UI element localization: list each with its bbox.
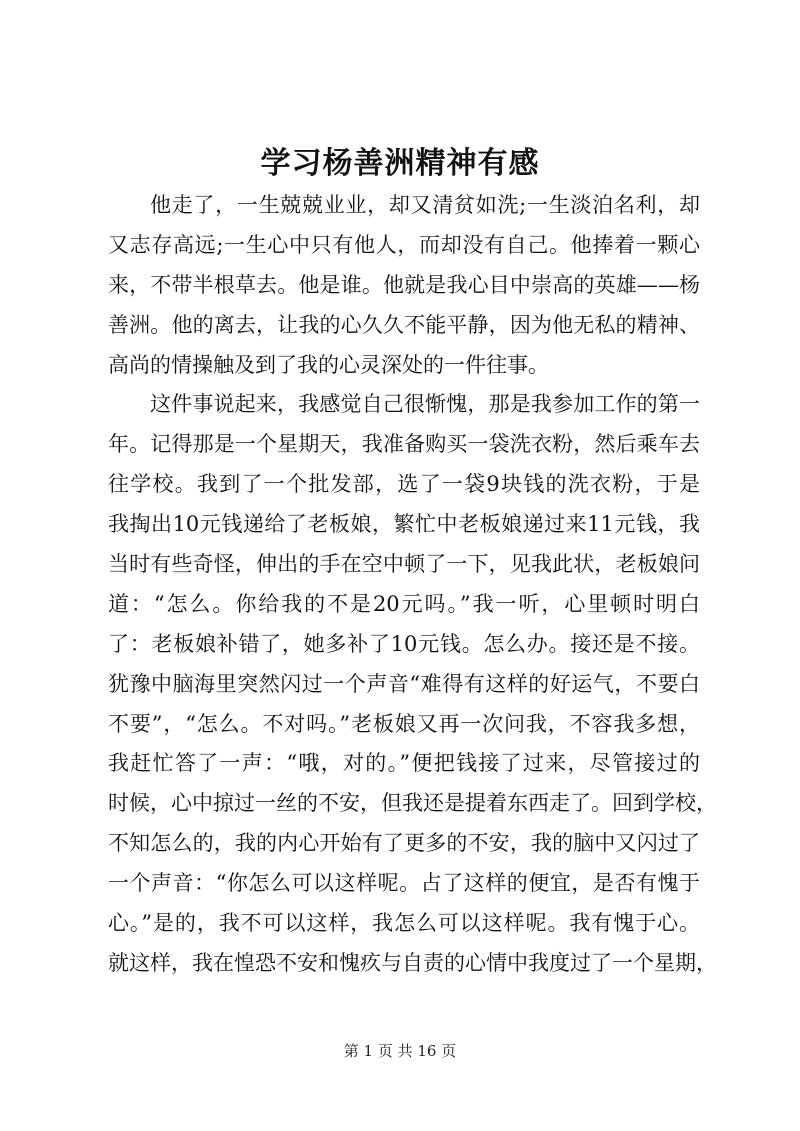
paragraph-line: 不知怎么的，我的内心开始有了更多的不安，我的脑中又闪过了 [108,831,700,856]
paragraph-line: 时候，心中掠过一丝的不安，但我还是提着东西走了。回到学校， [108,791,717,816]
paragraph-line: 我赶忙答了一声：“哦，对的。”便把钱接了过来，尽管接过的 [108,751,700,776]
paragraph-line: 犹豫中脑海里突然闪过一个声音“难得有这样的好运气，不要白 [108,671,700,696]
paragraph-line: 道：“怎么。你给我的不是20元吗。”我一听，心里顿时明白 [108,591,700,616]
paragraph-line: 又志存高远;一生心中只有他人，而却没有自己。他捧着一颗心 [108,232,700,257]
paragraph-line: 就这样，我在惶恐不安和愧疚与自责的心情中我度过了一个星期， [108,950,717,975]
paragraph-line: 高尚的情操触及到了我的心灵深处的一件往事。 [108,352,549,377]
paragraph-line: 往学校。我到了一个批发部，选了一袋9块钱的洗衣粉，于是 [108,472,700,497]
paragraph-line: 我掏出10元钱递给了老板娘，繁忙中老板娘递过来11元钱，我 [108,512,700,537]
paragraph-line: 了：老板娘补错了，她多补了10元钱。怎么办。接还是不接。 [108,631,700,656]
paragraph-line: 一个声音：“你怎么可以这样呢。占了这样的便宜，是否有愧于 [108,871,700,896]
document-body [108,186,717,984]
paragraph-line: 这件事说起来，我感觉自己很惭愧，那是我参加工作的第一 [150,392,700,417]
paragraph-line: 他走了，一生兢兢业业，却又清贫如洗;一生淡泊名利，却 [150,193,700,217]
paragraph-line: 不要”，“怎么。不对吗。”老板娘又再一次问我，不容我多想， [108,711,700,736]
paragraph-line: 心。”是的，我不可以这样，我怎么可以这样呢。我有愧于心。 [108,911,700,936]
paragraph-line: 善洲。他的离去，让我的心久久不能平静，因为他无私的精神、 [108,312,700,337]
paragraph-line: 当时有些奇怪，伸出的手在空中顿了一下，见我此状，老板娘问 [108,552,700,577]
paragraph-line: 来，不带半根草去。他是谁。他就是我心目中崇高的英雄——杨 [108,272,700,297]
page-title: 学习杨善洲精神有感 [260,146,540,181]
paragraph-line: 年。记得那是一个星期天，我准备购买一袋洗衣粉，然后乘车去 [108,432,700,457]
page-number-footer: 第 1 页 共 16 页 [343,1042,457,1060]
